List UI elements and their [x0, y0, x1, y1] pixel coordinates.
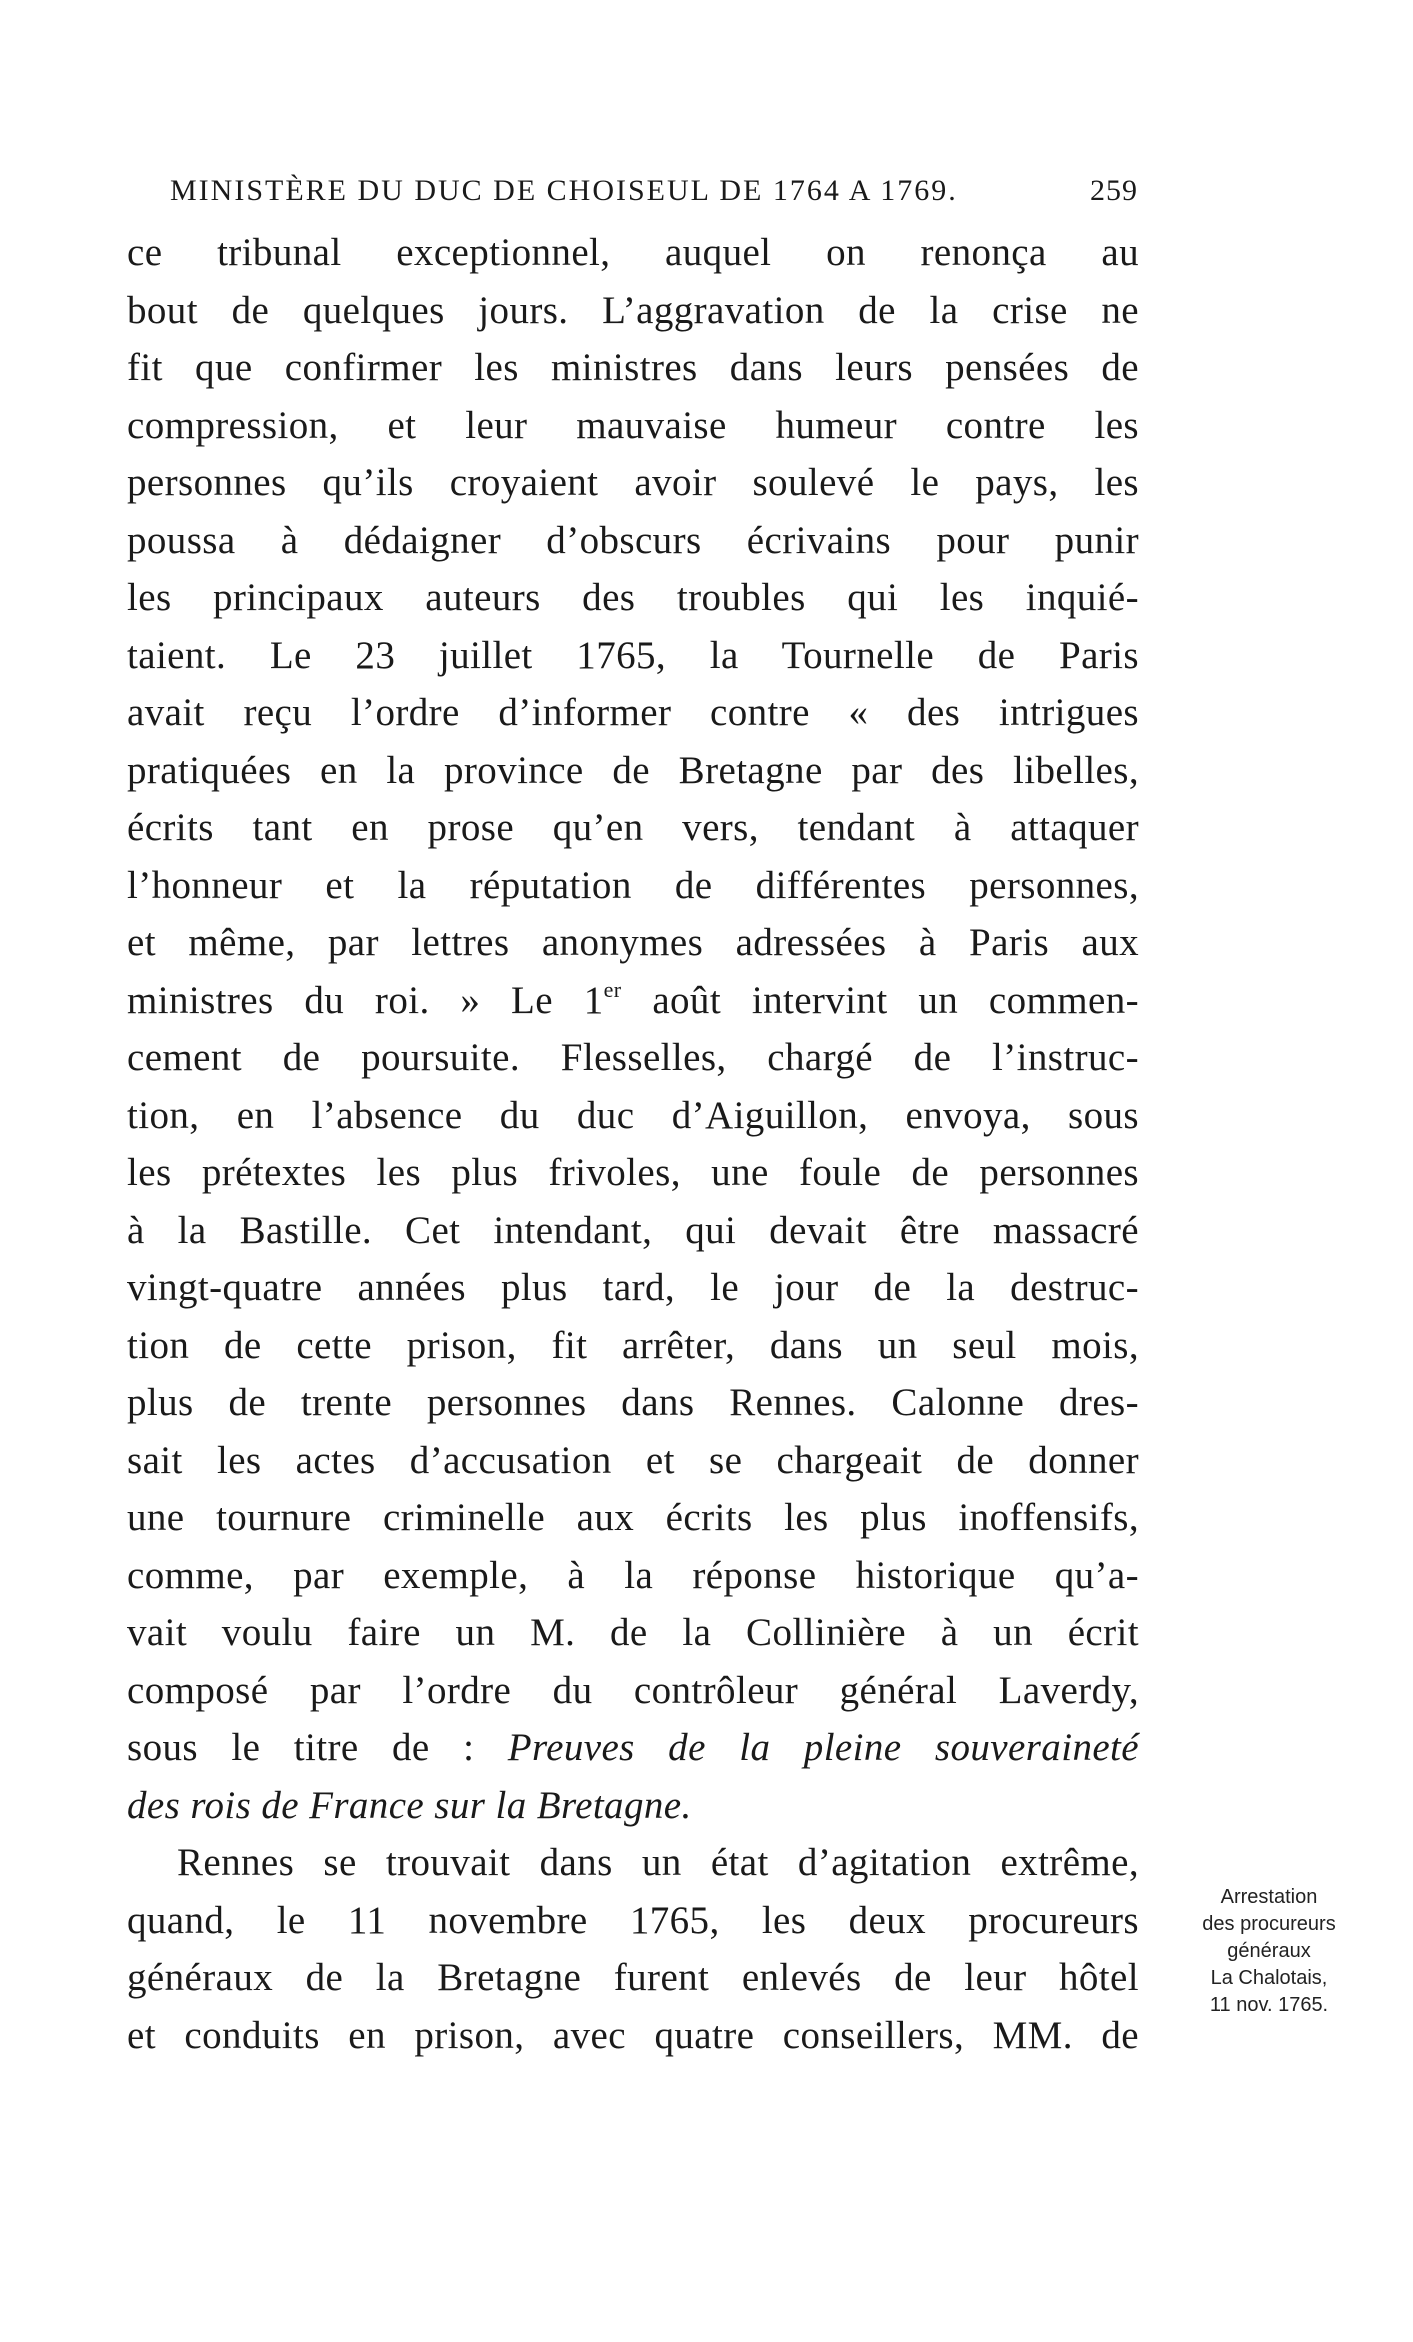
margin-note: [1176, 1884, 1362, 2019]
text-line: vait voulu faire un M. de la Collinière à un écrit: [127, 1611, 1139, 1654]
text-line: quand, le 11 novembre 1765, les deux procureurs: [127, 1898, 1139, 1942]
text-line-with-superscript: [127, 972, 1139, 1030]
text-line: une tournure criminelle aux écrits les plus inoffensifs,: [127, 1496, 1139, 1539]
text-line-with-italic: [127, 1719, 1139, 1777]
text-line: généraux de la Bretagne furent enlevés de leur hôtel: [127, 1956, 1139, 1999]
text-line: sait les actes d’accusation et se chargeait de donner: [127, 1438, 1139, 1482]
text-line: et même, par lettres anonymes adressées à Paris aux: [127, 921, 1139, 964]
line-part: août intervint un commen-: [621, 978, 1139, 1022]
line-part: sous le titre de :: [127, 1726, 508, 1769]
text-line: les principaux auteurs des troubles qui les inquié-: [127, 576, 1139, 619]
text-line: avait reçu l’ordre d’informer contre « des intrigues: [127, 691, 1139, 734]
text-line: les prétextes les plus frivoles, une foule de personnes: [127, 1151, 1139, 1194]
main-text: [127, 224, 1139, 2064]
text-line: taient. Le 23 juillet 1765, la Tournelle de Paris: [127, 633, 1139, 677]
text-line: fit que confirmer les ministres dans leurs pensées de: [127, 346, 1139, 389]
page-number: 259: [1090, 174, 1138, 207]
text-line: bout de quelques jours. L’aggravation de la crise ne: [127, 288, 1139, 332]
text-line: pratiquées en la province de Bretagne par des libelles,: [127, 748, 1139, 792]
text-line: plus de trente personnes dans Rennes. Calonne dres-: [127, 1381, 1139, 1424]
text-line: écrits tant en prose qu’en vers, tendant à attaquer: [127, 806, 1139, 849]
superscript: er: [603, 976, 622, 1002]
running-header: [170, 168, 1138, 214]
text-line: l’honneur et la réputation de différentes personnes,: [127, 863, 1139, 907]
line-part: ministres du roi. » Le 1: [127, 978, 604, 1022]
text-line: ce tribunal exceptionnel, auquel on renonça au: [127, 231, 1139, 274]
margin-note-line: 11 nov. 1765.: [1209, 1994, 1329, 2016]
text-line: et conduits en prison, avec quatre conseillers, MM. de: [127, 2013, 1139, 2057]
margin-note-line: Arrestation: [1220, 1886, 1318, 1908]
text-line-with-italic: [127, 1777, 1139, 1835]
text-line: vingt-quatre années plus tard, le jour de la destruc-: [127, 1266, 1139, 1309]
margin-note-line: généraux: [1227, 1940, 1311, 1962]
text-line: composé par l’ordre du contrôleur général Laverdy,: [127, 1668, 1139, 1712]
text-line: personnes qu’ils croyaient avoir soulevé le pays, les: [127, 461, 1139, 504]
text-line: tion de cette prison, fit arrêter, dans un seul mois,: [127, 1323, 1139, 1367]
text-line: compression, et leur mauvaise humeur contre les: [127, 403, 1139, 447]
text-line: comme, par exemple, à la réponse historique qu’a-: [127, 1553, 1139, 1597]
text-line: poussa à dédaigner d’obscurs écrivains pour punir: [127, 518, 1139, 562]
paragraph-1: [127, 224, 1139, 1834]
margin-note-line: des procureurs: [1202, 1913, 1336, 1935]
text-line: Rennes se trouvait dans un état d’agitation extrême,: [177, 1841, 1139, 1884]
text-line: cement de poursuite. Flesselles, chargé de l’instruc-: [127, 1036, 1139, 1079]
paragraph-2: [127, 1834, 1139, 2064]
italic-title-part: des rois de France sur la Bretagne.: [127, 1783, 692, 1827]
running-title: MINISTÈRE DU DUC DE CHOISEUL DE 1764 A 1769.: [170, 174, 958, 207]
margin-note-line: La Chalotais,: [1210, 1967, 1328, 1989]
text-line: à la Bastille. Cet intendant, qui devait être massacré: [127, 1208, 1139, 1252]
text-line: tion, en l’absence du duc d’Aiguillon, envoya, sous: [127, 1093, 1139, 1137]
italic-title-part: Preuves de la pleine souveraineté: [507, 1726, 1139, 1769]
